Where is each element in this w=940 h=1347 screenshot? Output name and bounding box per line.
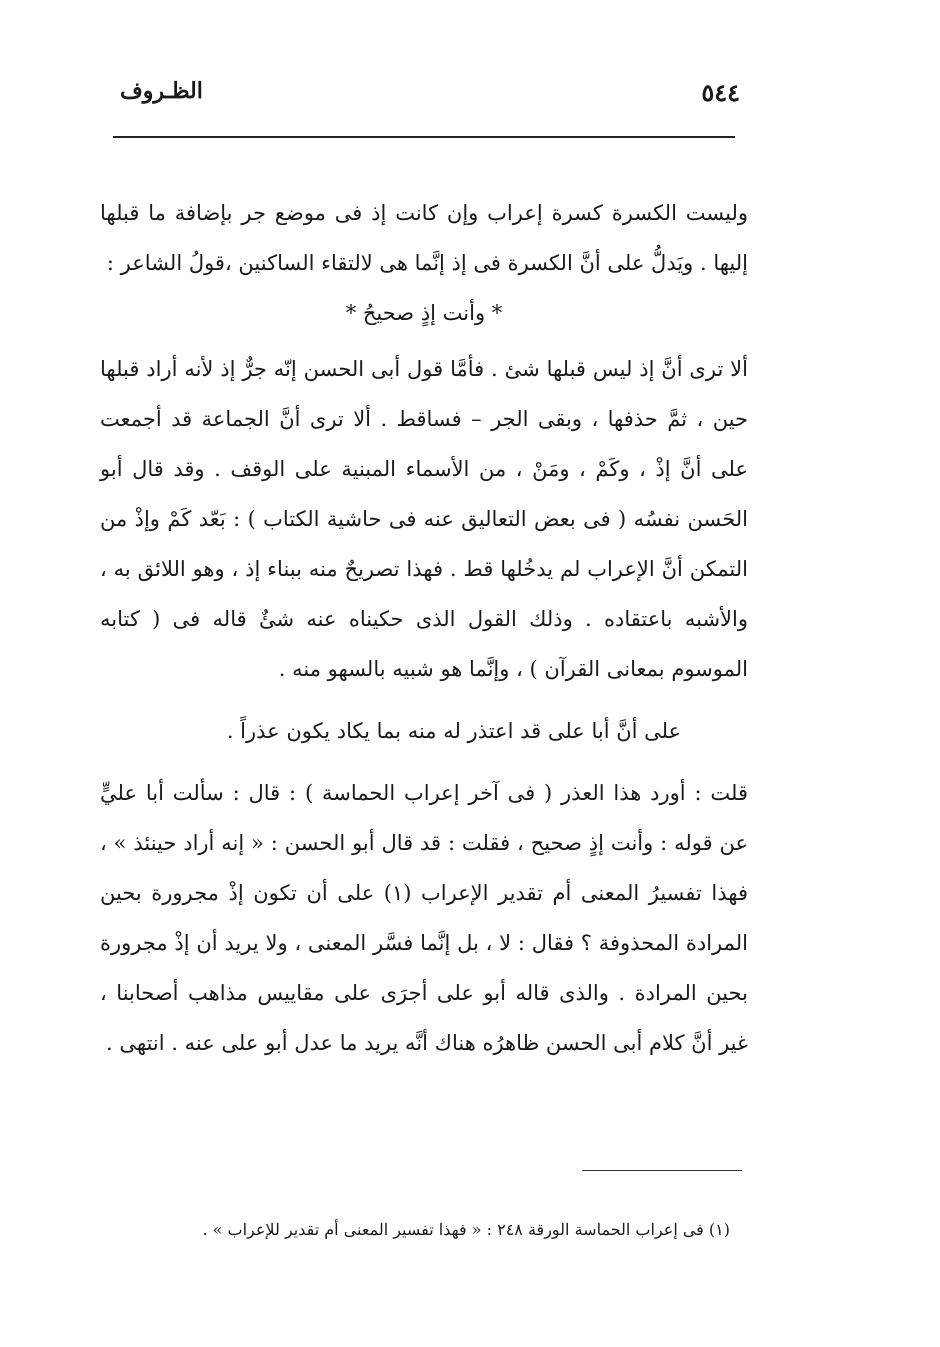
footnote: (١) فى إعراب الحماسة الورقة ٢٤٨ : « فهذا تفسير المعنى أم تقدير للإعراب » . <box>202 1220 730 1239</box>
paragraph-2: ألا ترى أنَّ إذ ليس قبلها شئ . فأمَّا قول أبى الحسن إنّه جرٌّ إذ لأنه أراد قبلها حين ، ثمَّ حذفها ، وبقى الجر – فساقط . ألا ترى أنَّ الجماعة قد أجمعت على أنَّ إذْ ، وكَمْ ، ومَنْ ، من الأسماء المبنية على الوقف . وقد قال أبو الحَسن نفسُه ( فى بعض التعاليق عنه فى حاشية الكتاب ) : بَعّد كَمْ وإذْ من التمكن أنَّ الإعراب لم يدخُلها قط . فهذا تصريحٌ منه ببناء إذ ، وهو اللائق به ، والأشبه باعتقاده . وذلك القول الذى حكيناه عنه شئٌ قاله فى ( كتابه الموسوم بمعانى القرآن ) ، وإنَّما هو شبيه بالسهو منه . <box>100 357 748 681</box>
header-rule <box>113 136 735 138</box>
paragraph-gap <box>100 694 748 706</box>
page-header <box>120 78 740 118</box>
page-number: ٥٤٤ <box>701 78 740 107</box>
verse-line: * وأنت إذٍ صحيحُ * <box>345 301 503 325</box>
paragraph-1: وليست الكسرة كسرة إعراب وإن كانت إذ فى موضع جر بإضافة ما قبلها إليها . ويَدلُّ على أنَّ الكسرة فى إذ إنَّما هى لالتقاء الساكنين ،قولُ الشاعر : <box>100 201 748 275</box>
running-title: الظـروف <box>120 78 203 104</box>
footnote-rule <box>582 1170 742 1171</box>
main-text <box>100 188 748 1068</box>
paragraph-4: قلت : أورد هذا العذر ( فى آخر إعراب الحماسة ) : قال : سألت أبا عليٍّ عن قوله : وأنت إذٍ صحيح ، فقلت : قد قال أبو الحسن : « إنه أراد حينئذ » ، فهذا تفسيرُ المعنى أم تقدير الإعراب (١) على أن تكون إذْ مجرورة بحين المرادة المحذوفة ؟ فقال : لا ، بل إنَّما فسَّر المعنى ، ولا يريد أن إذْ مجرورة بحين المرادة . والذى قاله أبو على أجرَى على مقاييس مذاهب أصحابنا ، غير أنَّ كلام أبى الحسن ظاهرُه هناك أنَّه يريد ما عدل أبو على عنه . انتهى . <box>100 781 748 1055</box>
paragraph-gap <box>100 756 748 768</box>
paragraph-3: على أنَّ أبا على قد اعتذر له منه بما يكاد يكون عذراً . <box>226 719 682 743</box>
